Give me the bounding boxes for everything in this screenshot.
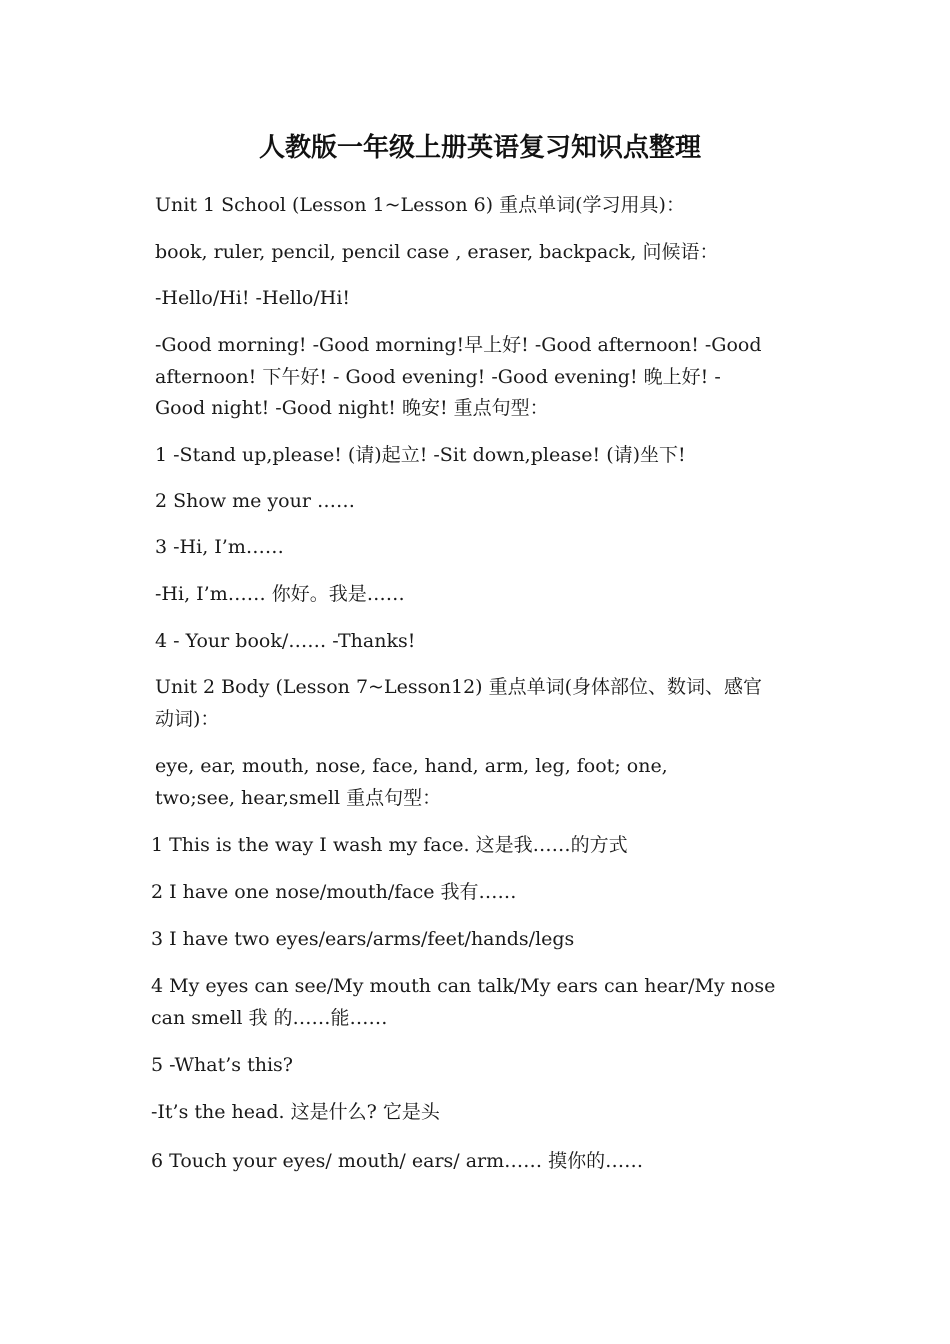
paragraph-unit2-sentence-2 [151, 877, 801, 909]
text-line: afternoon! 下午好! - Good evening! -Good evening! 晚上好! - [155, 365, 721, 388]
paragraph-unit2-sentence-6 [151, 1146, 801, 1178]
text-line: 动词)： [155, 707, 220, 730]
text-line: Unit 2 Body (Lesson 7~Lesson12) 重点单词(身体部位、数词、感官 [155, 676, 763, 698]
paragraph-unit1-heading [155, 190, 805, 222]
paragraph-unit2-heading [155, 672, 805, 735]
paragraph-hello [155, 283, 805, 315]
text-line: -Hi, I’m…… 你好。我是…… [155, 583, 405, 605]
text-line: 1 This is the way I wash my face. 这是我……的方式 [151, 834, 628, 856]
text-line: 4 My eyes can see/My mouth can talk/My ears can hear/My nose [151, 975, 776, 997]
document-title: 人教版一年级上册英语复习知识点整理 [258, 133, 701, 163]
text-line: can smell 我 的……能…… [151, 1006, 388, 1029]
text-line: book, ruler, pencil, pencil case , eraser, backpack, 问候语： [155, 241, 719, 263]
text-line: -Hello/Hi! -Hello/Hi! [155, 287, 351, 309]
text-line: 2 I have one nose/mouth/face 我有…… [151, 881, 517, 903]
paragraph-unit2-words [155, 751, 805, 814]
text-line: 4 - Your book/…… -Thanks! [155, 630, 416, 652]
paragraph-unit2-sentence-5 [151, 1050, 801, 1082]
paragraph-unit1-words [155, 237, 805, 269]
paragraph-sentence-3-reply [155, 579, 805, 611]
text-line: 5 -What’s this? [151, 1054, 293, 1076]
paragraph-unit2-sentence-4 [151, 971, 801, 1034]
text-line: Good night! -Good night! 晚安! 重点句型： [155, 397, 549, 419]
text-line: Unit 1 School (Lesson 1~Lesson 6) 重点单词(学习用具)： [155, 194, 685, 216]
text-line: two;see, hear,smell 重点句型： [155, 786, 442, 809]
text-line: 1 -Stand up,please! (请)起立! -Sit down,please! (请)坐下! [155, 444, 686, 466]
paragraph-sentence-3 [155, 532, 805, 564]
text-line: -It’s the head. 这是什么? 它是头 [151, 1101, 440, 1123]
text-line: 3 I have two eyes/ears/arms/feet/hands/legs [151, 928, 575, 950]
text-line: 6 Touch your eyes/ mouth/ ears/ arm…… 摸你的…… [151, 1150, 644, 1172]
text-line: 2 Show me your …… [155, 490, 355, 512]
paragraph-unit2-sentence-1 [151, 830, 801, 862]
paragraph-unit2-sentence-5-reply [151, 1097, 801, 1129]
text-line: eye, ear, mouth, nose, face, hand, arm, leg, foot; one, [155, 755, 668, 777]
paragraph-sentence-4 [155, 626, 805, 658]
paragraph-greetings [155, 330, 805, 425]
paragraph-sentence-2 [155, 486, 805, 518]
paragraph-sentence-1 [155, 440, 805, 472]
paragraph-unit2-sentence-3 [151, 924, 801, 956]
text-line: -Good morning! -Good morning!早上好! -Good afternoon! -Good [155, 334, 762, 356]
text-line: 3 -Hi, I’m…… [155, 536, 284, 558]
